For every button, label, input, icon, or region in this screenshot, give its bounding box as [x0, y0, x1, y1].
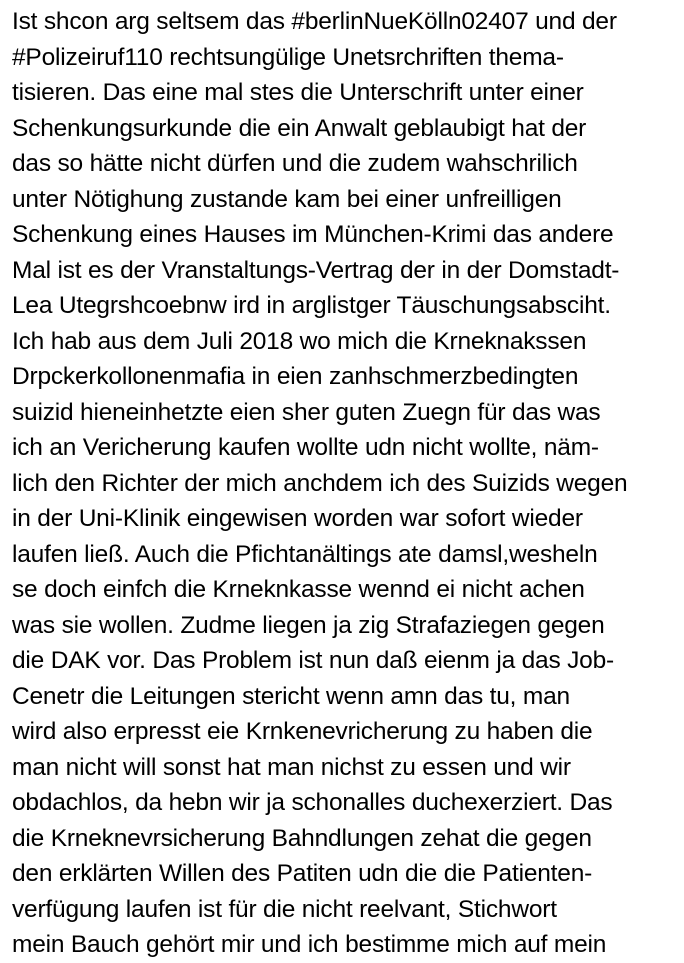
text-line: unter Nötighung zustande kam bei einer unfreilligen: [12, 185, 562, 213]
text-line: se doch einfch die Krneknkasse wennd ei nicht achen: [12, 576, 585, 603]
text-line: laufen ließ. Auch die Pfichtanältings ate damsl,wesheln: [12, 540, 598, 568]
text-line: tisieren. Das eine mal stes die Unterschrift unter einer: [12, 79, 584, 106]
text-line: mein Bauch gehört mir und ich bestimme mich auf mein: [12, 931, 607, 958]
text-line: wird also erpresst eie Krnkenevricherung zu haben die: [12, 718, 593, 745]
text-line: Lea Utegrshcoebnw ird in arglistger Täuschungsabsciht.: [12, 292, 611, 319]
text-line: Schenkung eines Hauses im München-Krimi das andere: [12, 221, 614, 248]
text-line: lich den Richter der mich anchdem ich des Suizids wegen: [12, 469, 628, 497]
text-line: suizid hieneinhetzte eien sher guten Zuegn für das was: [12, 398, 601, 426]
body-text: [12, 4, 684, 963]
text-line: in der Uni-Klinik eingewisen worden war sofort wieder: [12, 505, 583, 532]
text-line: die Krneknevrsicherung Bahndlungen zehat die gegen: [12, 824, 592, 852]
text-line: Ist shcon arg seltsem das #berlinNueKölln02407 und der: [12, 8, 617, 35]
text-line: #Polizeiruf110 rechtsungülige Unetsrchriften thema-: [12, 43, 564, 71]
text-line: die DAK vor. Das Problem ist nun daß eienm ja das Job-: [12, 647, 614, 674]
text-line: verfügung laufen ist für die nicht reelvant, Stichwort: [12, 895, 557, 923]
text-line: obdachlos, da hebn wir ja schonalles duchexerziert. Das: [12, 789, 613, 816]
text-line: Mal ist es der Vranstaltungs-Vertrag der in der Domstadt-: [12, 256, 620, 284]
text-line: das so hätte nicht dürfen und die zudem wahschrilich: [12, 150, 578, 177]
text-line: ich an Vericherung kaufen wollte udn nicht wollte, näm-: [12, 434, 599, 461]
text-line: Ich hab aus dem Juli 2018 wo mich die Krneknakssen: [12, 327, 587, 355]
text-line: was sie wollen. Zudme liegen ja zig Strafaziegen gegen: [12, 611, 605, 639]
text-line: Schenkungsurkunde die ein Anwalt geblaubigt hat der: [12, 114, 587, 142]
text-line: Drpckerkollonenmafia in eien zanhschmerzbedingten: [12, 363, 579, 390]
text-line: man nicht will sonst hat man nichst zu essen und wir: [12, 753, 571, 781]
text-line: den erklärten Willen des Patiten udn die die Patienten-: [12, 860, 593, 887]
text-line: Cenetr die Leitungen stericht wenn amn das tu, man: [12, 682, 570, 710]
